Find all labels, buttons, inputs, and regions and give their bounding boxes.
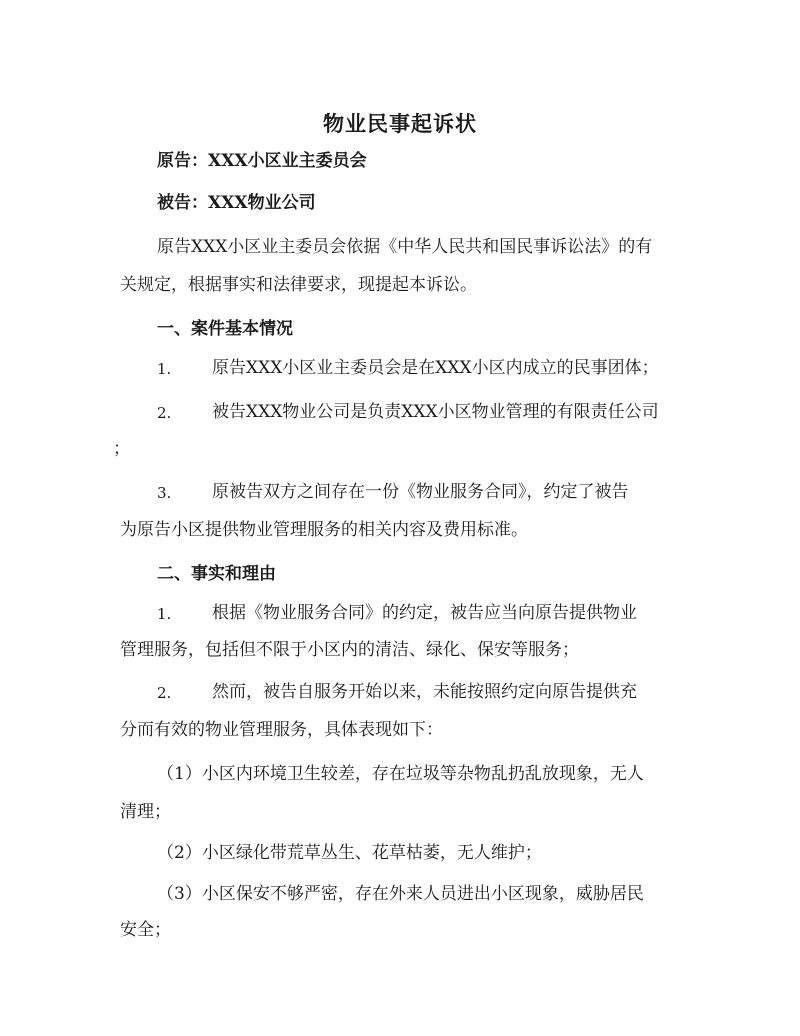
intro-line-2: 关规定，根据事实和法律要求，现提起本诉讼。 — [120, 275, 477, 295]
section2-item-2-line-1: 然而，被告自服务开始以来，未能按照约定向原告提供充 — [212, 682, 637, 702]
document-title: 物业民事起诉状 — [323, 111, 477, 136]
section2-item-2-number: 2. — [157, 684, 172, 702]
section1-item-1-number: 1. — [157, 360, 172, 378]
section2-subitem-2-line-1: （2）小区绿化带荒草丛生、花草枯萎，无人维护； — [157, 843, 542, 863]
section1-item-3-line-2: 为原告小区提供物业管理服务的相关内容及费用标准。 — [120, 520, 528, 540]
section2-item-2-line-2: 分而有效的物业管理服务，具体表现如下： — [120, 720, 443, 740]
section1-heading: 一、案件基本情况 — [157, 319, 293, 339]
section2-item-1-number: 1. — [157, 605, 172, 623]
plaintiff-line: 原告：XXX小区业主委员会 — [157, 151, 367, 171]
intro-line-1: 原告XXX小区业主委员会依据《中华人民共和国民事诉讼法》的有 — [157, 237, 653, 257]
section1-item-3-number: 3. — [157, 484, 172, 502]
section2-item-1-line-1: 根据《物业服务合同》的约定，被告应当向原告提供物业 — [212, 603, 637, 623]
section2-subitem-1-line-1: （1）小区内环境卫生较差，存在垃圾等杂物乱扔乱放现象，无人 — [157, 764, 644, 784]
section1-item-3-line-1: 原被告双方之间存在一份《物业服务合同》，约定了被告 — [212, 482, 629, 502]
section2-subitem-1-line-2: 清理； — [120, 802, 171, 822]
section1-item-1-line-1: 原告XXX小区业主委员会是在XXX小区内成立的民事团体； — [212, 358, 659, 378]
section2-subitem-3-line-2: 安全； — [120, 920, 171, 940]
section1-item-2-line-1: 被告XXX物业公司是负责XXX小区物业管理的有限责任公司 — [212, 402, 659, 422]
section1-item-2-number: 2. — [157, 404, 172, 422]
section2-heading: 二、事实和理由 — [157, 564, 276, 584]
section2-subitem-3-line-1: （3）小区保安不够严密，存在外来人员进出小区现象，威胁居民 — [157, 884, 644, 904]
section1-item-2-line-2: ； — [113, 439, 130, 459]
defendant-line: 被告：XXX物业公司 — [157, 193, 316, 213]
section2-item-1-line-2: 管理服务，包括但不限于小区内的清洁、绿化、保安等服务； — [120, 640, 579, 660]
